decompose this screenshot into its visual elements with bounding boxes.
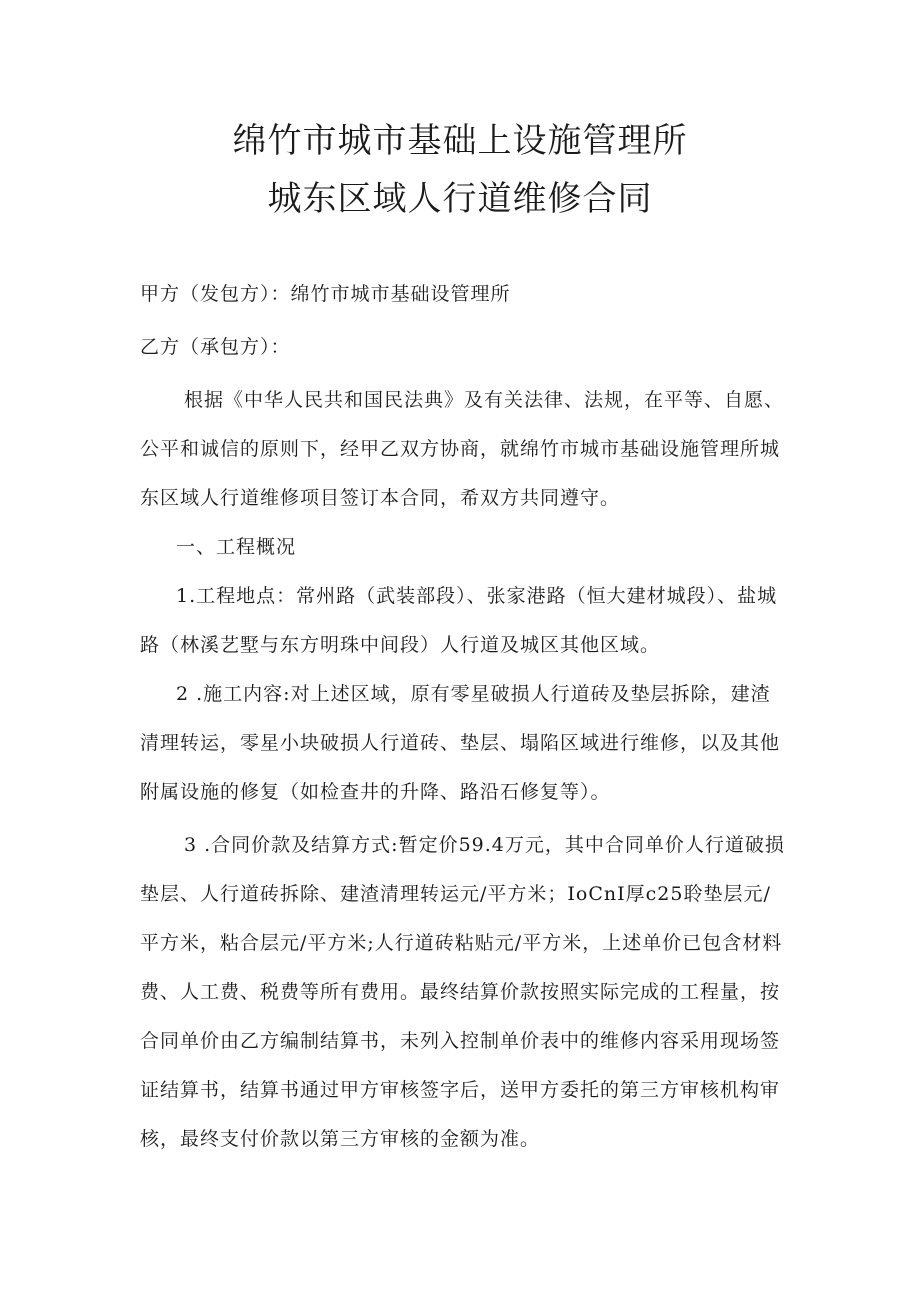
clause-2-construction: 2 .施工内容:对上述区域，原有零星破损人行道砖及垫层拆除，建渣清理转运，零星小块破损人行道砖、垫层、塌陷区域进行维修，以及其他附属设施的修复（如检查井的升降、路沿石修复等）。 <box>140 683 781 803</box>
document-title <box>0 112 920 228</box>
party-a-line: 甲方（发包方）：绵竹市城市基础设管理所 <box>140 283 511 305</box>
title-line-1: 绵竹市城市基础上设施管理所 <box>232 121 688 161</box>
title-line-2: 城东区域人行道维修合同 <box>267 179 653 219</box>
section-1-heading: 一、工程概况 <box>176 536 297 558</box>
clause-1-location: 1.工程地点：常州路（武装部段）、张家港路（恒大建材城段）、盐城路（林溪艺墅与东方明珠中间段）人行道及城区其他区域。 <box>140 585 778 656</box>
party-b-line: 乙方（承包方）： <box>140 336 291 358</box>
clause-3-price-settlement: 3 .合同价款及结算方式:暂定价59.4万元，其中合同单价人行道破损垫层、人行道砖拆除、建渣清理转运元/平方米；IoCnI厚c25聆垫层元/平方米，粘合层元/平方米;人行道砖粘贴元/平方米，上述单价已包含材料费、人工费、税费等所有费用。最终结算价款按照实际完成的工程量，按合同单价由乙方编制结算书，未列入控制单价表中的维修内容采用现场签证结算书，结算书通过甲方审核签字后，送甲方委托的第三方审核机构审核，最终支付价款以第三方审核的金额为准。 <box>140 834 785 1150</box>
document-body <box>140 270 790 1164</box>
preamble-paragraph: 根据《中华人民共和国民法典》及有关法律、法规，在平等、自愿、公平和诚信的原则下，经甲乙双方协商，就绵竹市城市基础设施管理所城东区域人行道维修项目签订本合同，希双方共同遵守。 <box>140 389 785 509</box>
